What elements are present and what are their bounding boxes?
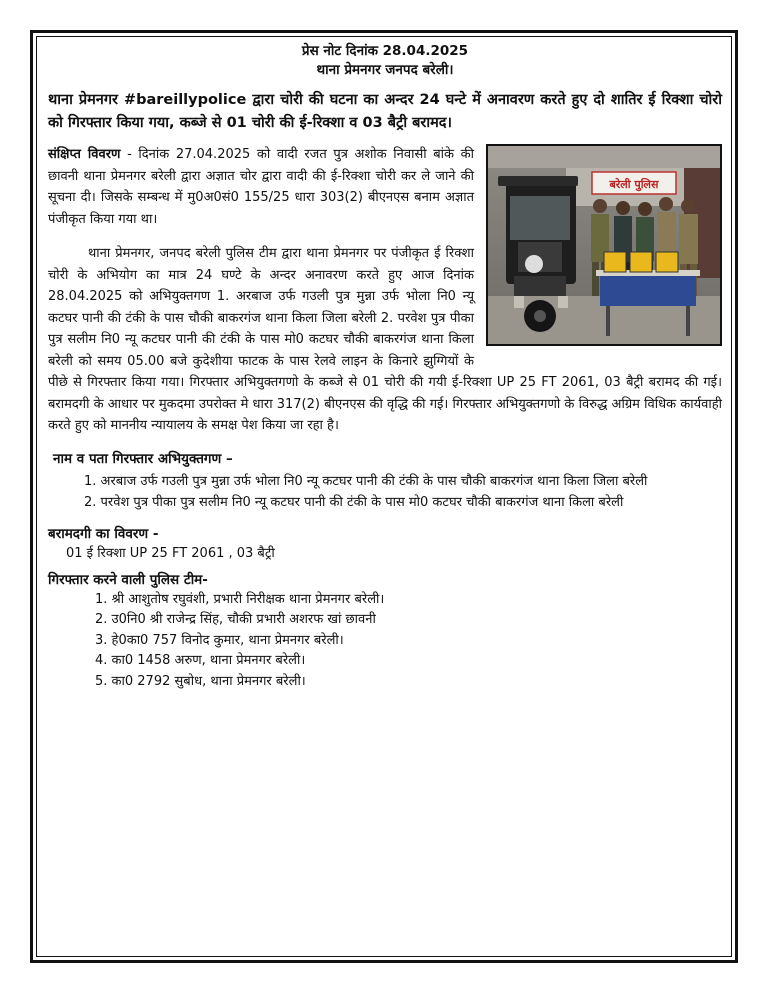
team-member: 3. हे0का0 757 विनोद कुमार, थाना प्रेमनगर बरेली। (95, 632, 344, 648)
accused-item: 2. परवेश पुत्र पीका पुत्र सलीम नि0 न्यू कटघर पानी की टंकी के पास मो0 कटघर चौकी बाकरगंज थाना किला बरेली (84, 495, 624, 510)
accused-list (48, 471, 722, 514)
team-member: 1. श्री आशुतोष रघुवंशी, प्रभारी निरीक्षक थाना प्रेमनगर बरेली। (95, 591, 385, 607)
accused-item: 1. अरबाज उर्फ गउली पुत्र मुन्ना उर्फ भोला नि0 न्यू कटघर पानी की टंकी के पास चौकी बाकरगंज थाना किला जिला बरेली (84, 473, 648, 489)
headline: थाना प्रेमनगर #bareillypolice द्वारा चोरी की घटना का अन्दर 24 घन्टे में अनावरण करते हुए दो शातिर ई रिक्शा चोरो को गिरफ्तार किया गया, कब्जे से 01 चोरी की ई-रिक्शा व 03 बैट्री बरामद। (48, 92, 722, 131)
summary-label: संक्षिप्त विवरण (48, 147, 121, 162)
recovery-heading: बरामदगी का विवरण - (48, 525, 159, 542)
team-member: 2. उ0नि0 श्री राजेन्द्र सिंह, चौकी प्रभारी अशरफ खां छावनी (95, 612, 376, 627)
press-note (48, 42, 722, 692)
arrest-photo (486, 144, 722, 346)
press-note-title: प्रेस नोट दिनांक 28.04.2025 (301, 43, 469, 59)
station-district: थाना प्रेमनगर जनपद बरेली। (316, 62, 454, 78)
photo-banner-text: बरेली पुलिस (609, 178, 659, 191)
team-member: 4. का0 1458 अरुण, थाना प्रेमनगर बरेली। (95, 653, 306, 668)
recovery-item: 01 ई रिक्शा UP 25 FT 2061 , 03 बैट्री (66, 545, 275, 561)
accused-heading: नाम व पता गिरफ्तार अभियुक्तगण – (53, 450, 233, 467)
summary-text: - दिनांक 27.04.2025 को वादी रजत पुत्र अशोक निवासी बांके की छावनी थाना प्रेमनगर बरेली द्वारा अज्ञात चोर द्वारा वादी की ई-रिक्शा चोरी कर ले जाने की सूचना दी। जिसके सम्बन्ध में मु0अ0सं0 155/25 धारा 303(2) बीएनएस बनाम अज्ञात पंजीकृत किया गया था। (48, 147, 474, 227)
team-heading: गिरफ्तार करने वाली पुलिस टीम- (48, 571, 208, 588)
arrest-photo-illustration (488, 146, 720, 344)
team-member: 5. का0 2792 सुबोध, थाना प्रेमनगर बरेली। (95, 673, 306, 689)
arrest-details-paragraph: थाना प्रेमनगर, जनपद बरेली पुलिस टीम द्वारा थाना प्रेमनगर पर पंजीकृत ई रिक्शा चोरी के अभियोग का मात्र 24 घण्टे के अन्दर अनावरण करते हुए आज दिनांक 28.04.2025 को अभियुक्तगण 1. अरबाज उर्फ गउली पुत्र मुन्ना उर्फ भोला नि0 न्यू कटघर पानी की टंकी के पास चौकी बाकरगंज थाना किला जिला बरेली 2. परवेश पुत्र पीका पुत्र सलीम नि0 न्यू कटघर पानी की टंकी के पास मो0 कटघर चौकी बाकरगंज थाना किला बरेली को समय 05.00 बजे कुदेशीया फाटक के पास रेलवे लाइन के किनारे झुग्गियों के पीछे से गिरफ्तार किया गया। गिरफ्तार अभियुक्तगणो के कब्जे से 01 चोरी की गयी ई-रिक्शा UP 25 FT 2061, 03 बैट्री बरामद की गई। बरामदगी के आधार पर मुकदमा उपरोक्त मे धारा 317(2) बीएनएस की वृद्धि की गई। गिरफ्तार अभियुक्तगणो के विरुद्ध अग्रिम विधिक कार्यवाही करते हुए को माननीय न्यायालय के समक्ष पेश किया जा रहा है। (48, 246, 722, 433)
team-list (48, 590, 722, 693)
